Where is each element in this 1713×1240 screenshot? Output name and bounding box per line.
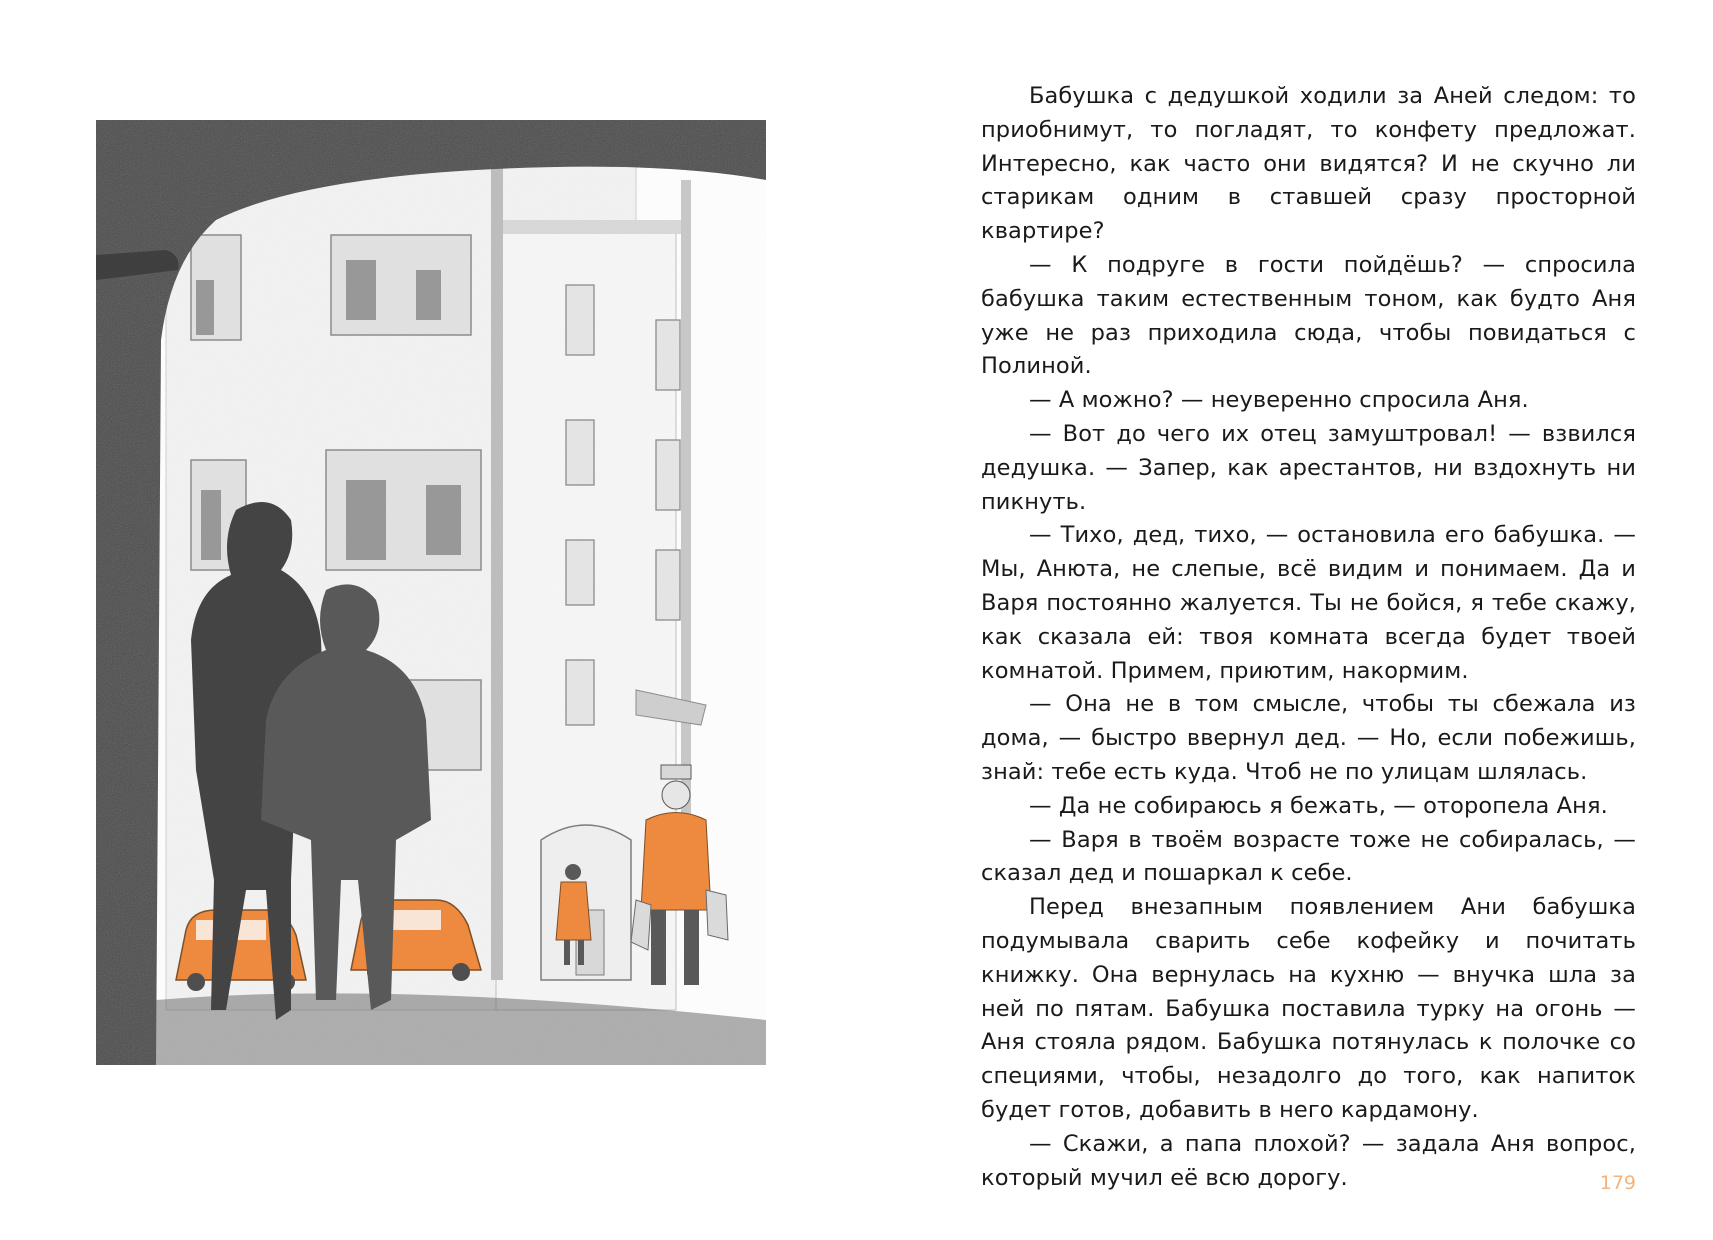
street-scene-illustration (96, 120, 766, 1065)
paragraph: — Скажи, а папа плохой? — задала Аня вопрос, который мучил её всю дорогу. (981, 1130, 1636, 1191)
paragraph: Бабушка с дедушкой ходили за Аней следом: то приобнимут, то погладят, то конфету предложат. Интересно, как часто они видятся? И не скучно ли старикам одним в ставшей сразу просторной квартире? (981, 83, 1636, 245)
paragraph: — Вот до чего их отец замуштровал! — взвился дедушка. — Запер, как арестантов, ни вздохнуть ни пикнуть. (981, 420, 1636, 515)
paragraph: — Тихо, дед, тихо, — остановила его бабушка. — Мы, Анюта, не слепые, всё видим и понимаем. Да и Варя постоянно жалуется. Ты не бойся, я тебе скажу, как сказала ей: твоя комната всегда будет твоей комнатой. Примем, приютим, накормим. (981, 522, 1636, 684)
paragraph: — А можно? — неуверенно спросила Аня. (1029, 387, 1529, 414)
paragraph: — Варя в твоём возрасте тоже не собиралась, — сказал дед и пошаркал к себе. (981, 826, 1636, 887)
paragraph: — К подруге в гости пойдёшь? — спросила бабушка таким естественным тоном, как будто Аня уже не раз приходила сюда, чтобы повидаться с Полиной. (981, 251, 1636, 380)
page-number: 179 (1599, 1172, 1636, 1194)
paragraph: — Да не собираюсь я бежать, — оторопела Аня. (1029, 792, 1608, 819)
paragraph: Перед внезапным появлением Ани бабушка подумывала сварить себе кофейку и почитать книжку. Она вернулась на кухню — внучка шла за ней по пятам. Бабушка поставила турку на огонь — Аня стояла рядом. Бабушка потянулась к полочке со специями, чтобы, незадолго до того, как напиток будет готов, добавить в него кардамону. (981, 894, 1636, 1123)
paragraph: — Она не в том смысле, чтобы ты сбежала из дома, — быстро ввернул дед. — Но, если побежишь, знай: тебе есть куда. Чтоб не по улицам шлялась. (981, 691, 1636, 785)
body-text (981, 80, 1636, 1195)
